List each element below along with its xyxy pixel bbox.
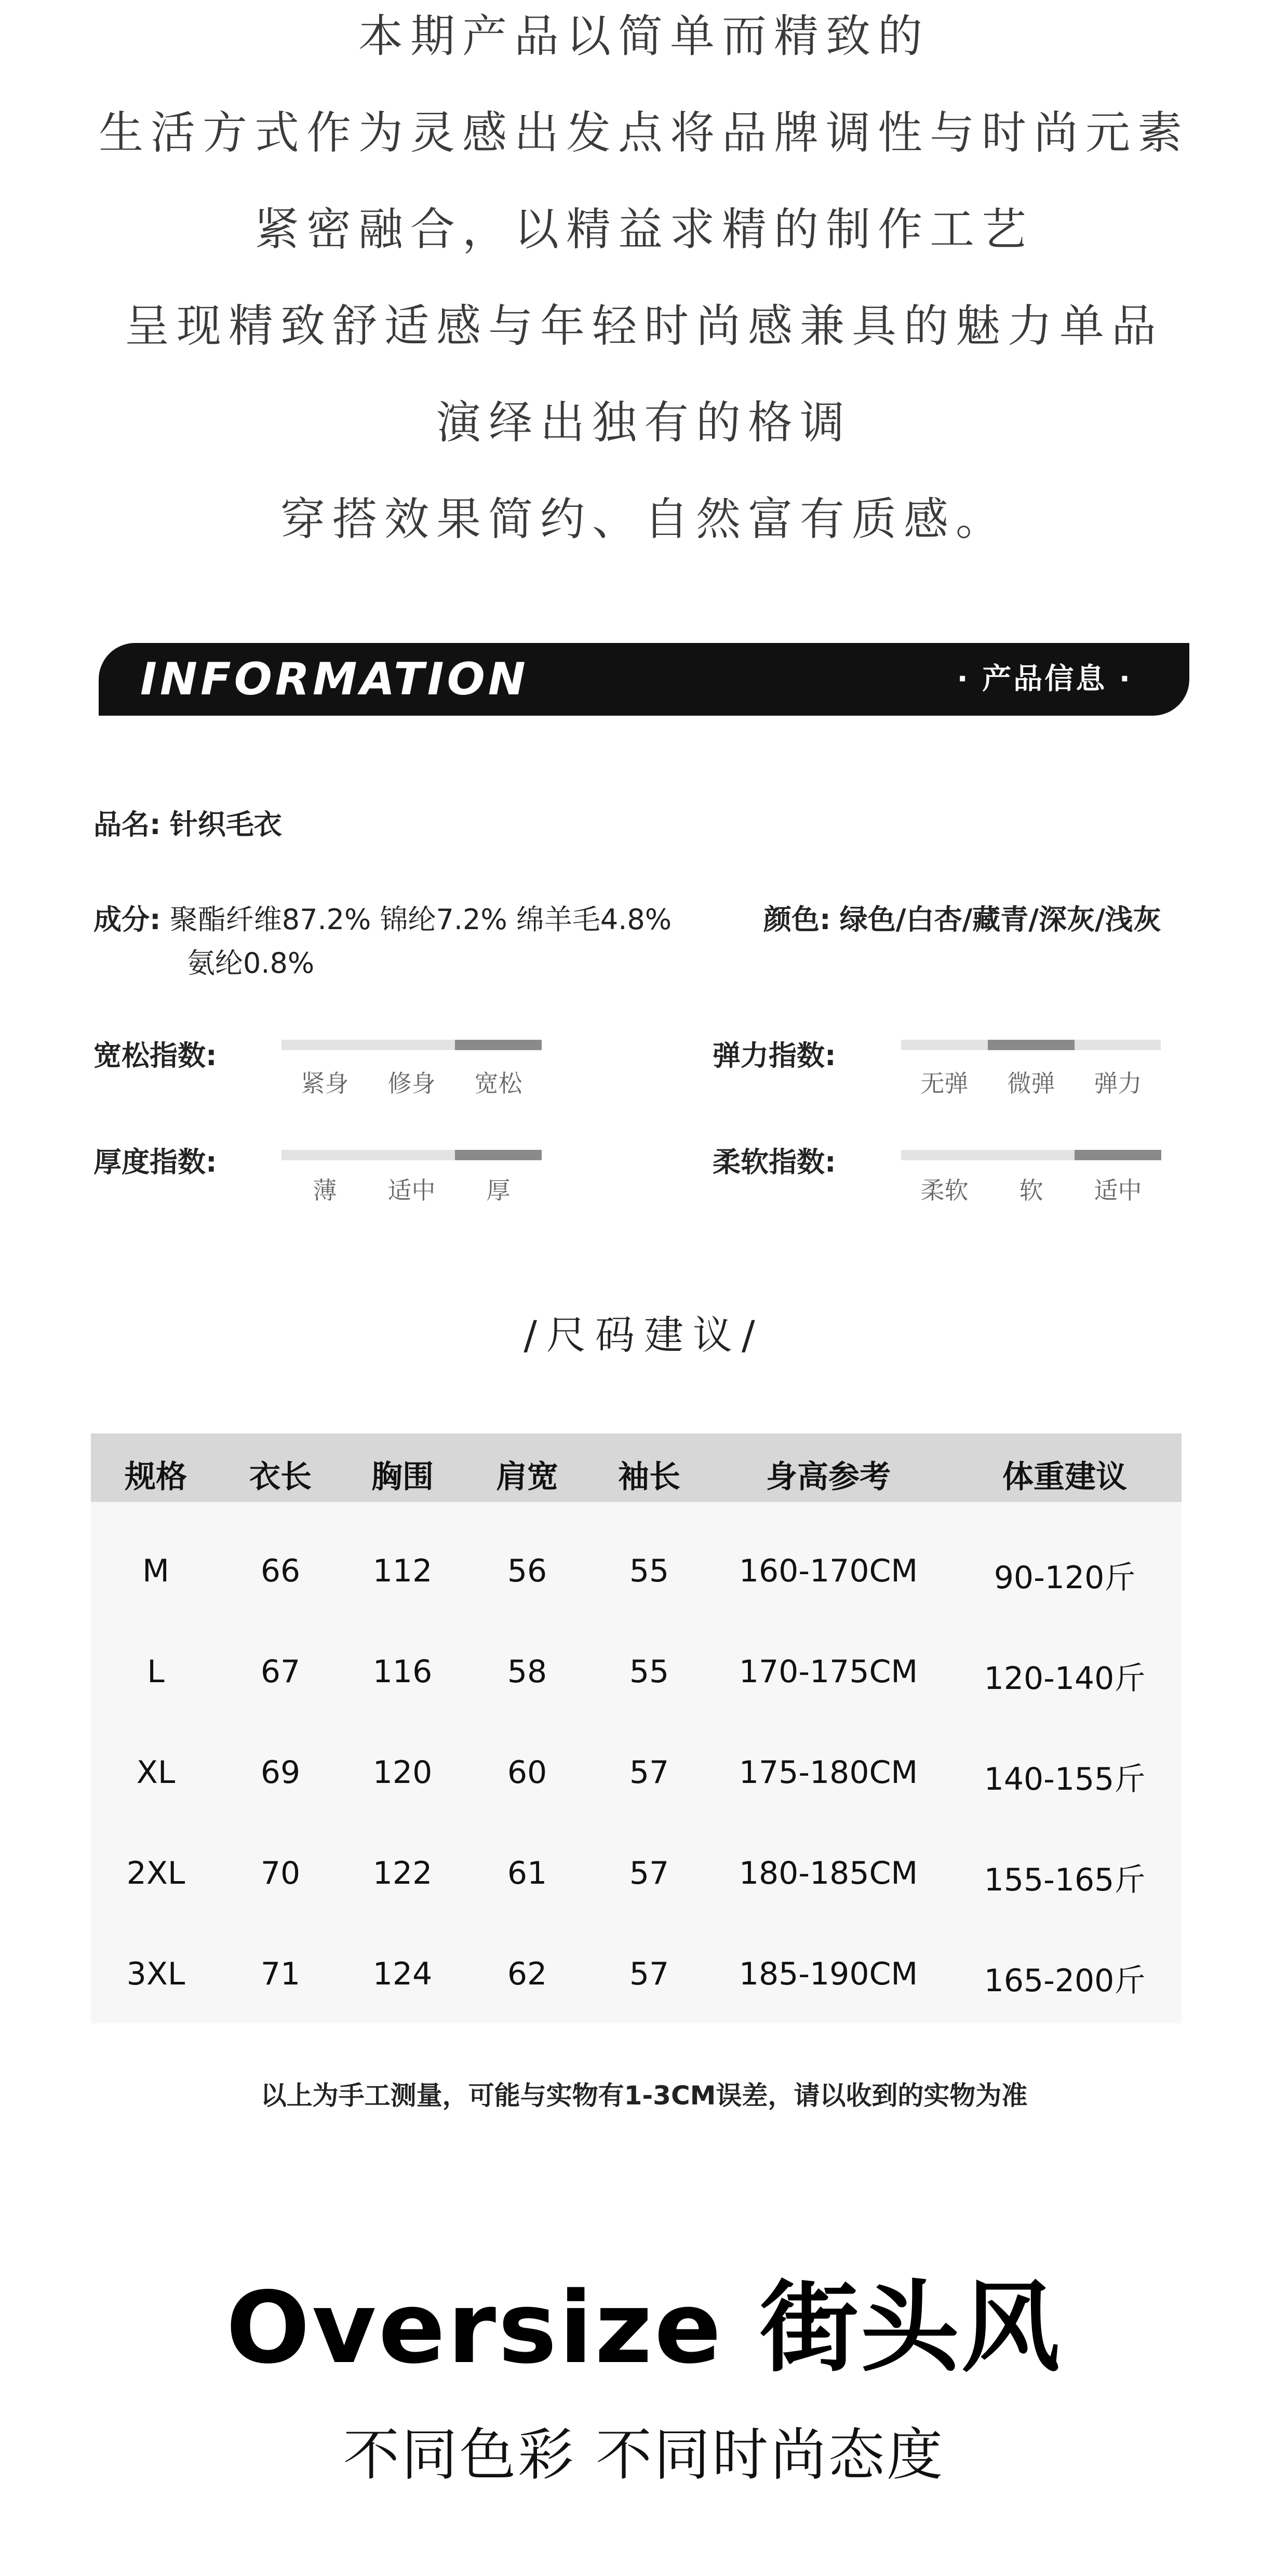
thickness-option: 厚	[486, 1176, 511, 1204]
weight-cell: 165-200斤	[984, 1963, 1146, 1999]
sleeve-cell: 57	[629, 1754, 669, 1791]
intro-line: 生活方式作为灵感出发点将品牌调性与时尚元素	[99, 107, 1189, 159]
softness-option: 软	[1019, 1176, 1043, 1204]
style-subtitle: 不同色彩 不同时尚态度	[343, 2423, 945, 2488]
looseness-track	[281, 1040, 541, 1050]
intro-line: 演绎出独有的格调	[436, 397, 852, 449]
intro-line: 呈现精致舒适感与年轻时尚感兼具的魅力单品	[125, 300, 1163, 352]
size-cell: XL	[136, 1754, 176, 1791]
looseness-label: 宽松指数:	[93, 1039, 217, 1072]
header-cell: 袖长	[618, 1459, 680, 1495]
header-cell: 肩宽	[496, 1459, 558, 1495]
size-table-header	[91, 1433, 1182, 1502]
material-value-continued: 氨纶0.8%	[187, 947, 315, 980]
softness-track	[901, 1150, 1161, 1160]
color-value: 绿色/白杏/藏青/深灰/浅灰	[839, 903, 1161, 936]
elasticity-label: 弹力指数:	[713, 1039, 836, 1072]
material-value: 聚酯纤维87.2% 锦纶7.2% 绵羊毛4.8%	[169, 903, 672, 936]
height-cell: 175-180CM	[739, 1754, 918, 1791]
information-banner	[99, 643, 1189, 716]
height-cell: 185-190CM	[739, 1956, 918, 1992]
intro-line: 本期产品以简单而精致的	[358, 10, 930, 62]
thickness-option: 适中	[387, 1176, 436, 1204]
looseness-option: 修身	[387, 1069, 436, 1097]
elasticity-selected-segment	[988, 1040, 1075, 1050]
length-cell: 66	[260, 1553, 301, 1589]
size-heading: /尺码建议/	[524, 1312, 764, 1358]
looseness-option: 紧身	[301, 1069, 349, 1097]
shoulder-cell: 56	[507, 1553, 547, 1589]
thickness-selected-segment	[455, 1150, 542, 1160]
thickness-track	[281, 1150, 541, 1160]
header-cell: 衣长	[249, 1459, 312, 1495]
size-cell: M	[142, 1553, 169, 1589]
size-cell: 3XL	[126, 1956, 185, 1992]
product-name-row	[93, 802, 282, 842]
height-cell: 170-175CM	[739, 1654, 918, 1690]
shoulder-cell: 62	[507, 1956, 547, 1992]
shoulder-cell: 60	[507, 1754, 547, 1791]
header-cell: 身高参考	[766, 1459, 891, 1495]
elasticity-option: 微弹	[1007, 1069, 1055, 1097]
intro-line: 穿搭效果简约、自然富有质感。	[280, 493, 1008, 545]
thickness-label: 厚度指数:	[93, 1146, 217, 1178]
softness-selected-segment	[1075, 1150, 1161, 1160]
sleeve-cell: 57	[629, 1956, 669, 1992]
weight-cell: 90-120斤	[994, 1560, 1136, 1596]
material-label: 成分:	[93, 903, 161, 936]
intro-line: 紧密融合，以精益求精的制作工艺	[254, 204, 1034, 256]
color-label: 颜色:	[763, 903, 831, 936]
header-cell: 规格	[125, 1459, 187, 1495]
chest-cell: 122	[372, 1855, 433, 1891]
header-cell: 体重建议	[1002, 1459, 1127, 1495]
banner-subtitle: · 产品信息 ·	[957, 662, 1132, 696]
header-cell: 胸围	[371, 1459, 434, 1495]
length-cell: 70	[260, 1855, 301, 1891]
banner-title: INFORMATION	[140, 653, 529, 705]
softness-label: 柔软指数:	[713, 1146, 836, 1178]
size-cell: 2XL	[126, 1855, 185, 1891]
weight-cell: 120-140斤	[984, 1660, 1146, 1697]
product-name-value: 针织毛衣	[169, 808, 282, 841]
looseness-selected-segment	[455, 1040, 542, 1050]
color-row	[763, 897, 1161, 937]
size-cell: L	[147, 1654, 165, 1690]
product-name-label: 品名:	[93, 808, 161, 841]
elasticity-option: 弹力	[1094, 1069, 1142, 1097]
chest-cell: 116	[372, 1654, 433, 1690]
length-cell: 71	[260, 1956, 301, 1992]
length-cell: 69	[260, 1754, 301, 1791]
sleeve-cell: 55	[629, 1553, 669, 1589]
shoulder-cell: 61	[507, 1855, 547, 1891]
size-table	[91, 1433, 1182, 2023]
elasticity-option: 无弹	[920, 1069, 969, 1097]
thickness-option: 薄	[313, 1176, 337, 1204]
height-cell: 160-170CM	[739, 1553, 918, 1589]
weight-cell: 140-155斤	[984, 1761, 1146, 1797]
sleeve-cell: 55	[629, 1654, 669, 1690]
looseness-option: 宽松	[474, 1069, 522, 1097]
length-cell: 67	[260, 1654, 301, 1690]
measurement-note: 以上为手工测量，可能与实物有1-3CM误差，请以收到的实物为准	[260, 2081, 1028, 2111]
height-cell: 180-185CM	[739, 1855, 918, 1891]
style-title: Oversize 街头风	[226, 2271, 1062, 2385]
sleeve-cell: 57	[629, 1855, 669, 1891]
chest-cell: 112	[372, 1553, 433, 1589]
elasticity-track	[901, 1040, 1161, 1050]
chest-cell: 124	[372, 1956, 433, 1992]
softness-option: 柔软	[920, 1176, 969, 1204]
material-row	[93, 897, 672, 937]
weight-cell: 155-165斤	[984, 1862, 1146, 1898]
chest-cell: 120	[372, 1754, 433, 1791]
shoulder-cell: 58	[507, 1654, 547, 1690]
softness-option: 适中	[1094, 1176, 1142, 1204]
